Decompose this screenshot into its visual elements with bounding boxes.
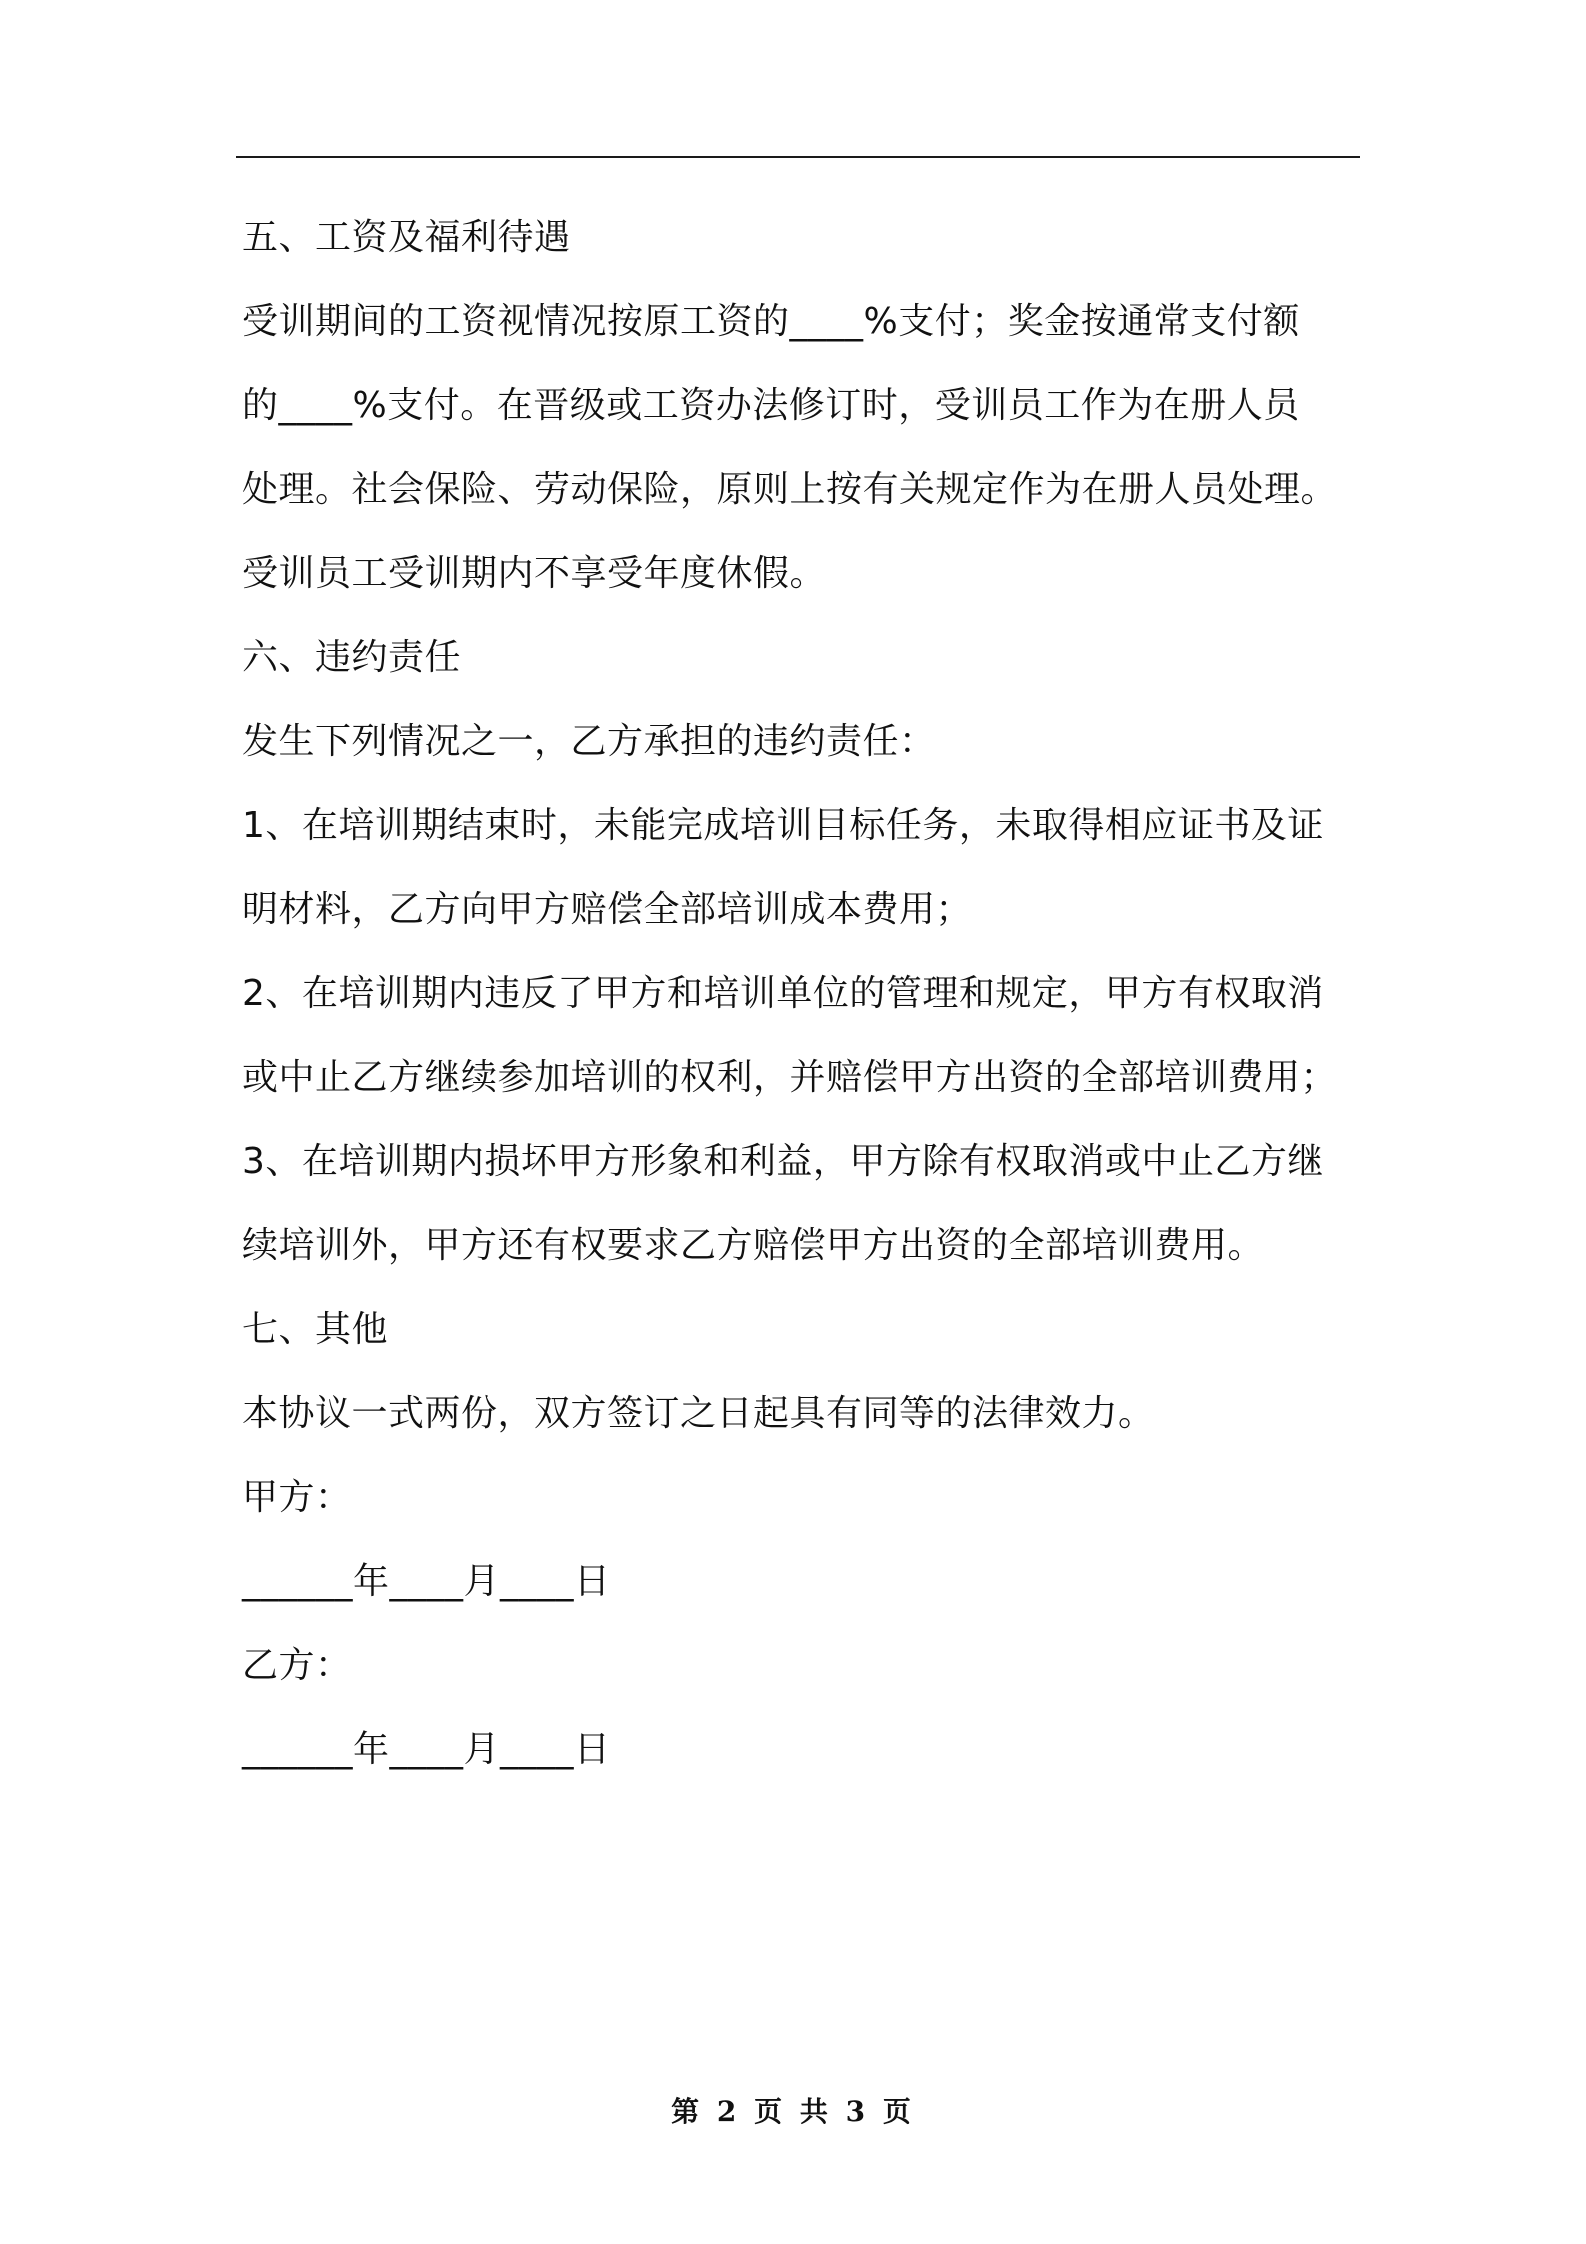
clause-1-line: 明材料，乙方向甲方赔偿全部培训成本费用； xyxy=(242,889,973,930)
clause-3-line: 3、在培训期内损坏甲方形象和利益，甲方除有权取消或中止乙方继 xyxy=(242,1141,1324,1182)
section-heading-liability: 六、违约责任 xyxy=(242,637,462,678)
paragraph-line: 受训员工受训期内不享受年度休假。 xyxy=(242,553,827,594)
party-a-date: ______年____月____日 xyxy=(242,1561,611,1602)
section-heading-wages: 五、工资及福利待遇 xyxy=(242,217,571,258)
document-body xyxy=(242,196,1362,1792)
clause-1-line: 1、在培训期结束时，未能完成培训目标任务，未取得相应证书及证 xyxy=(242,805,1324,846)
clause-2-line: 或中止乙方继续参加培训的权利，并赔偿甲方出资的全部培训费用； xyxy=(242,1057,1338,1098)
clause-3-line: 续培训外，甲方还有权要求乙方赔偿甲方出资的全部培训费用。 xyxy=(242,1225,1265,1266)
paragraph-line: 发生下列情况之一，乙方承担的违约责任： xyxy=(242,721,936,762)
paragraph-line: 受训期间的工资视情况按原工资的____%支付；奖金按通常支付额 xyxy=(242,301,1300,342)
paragraph-line: 处理。社会保险、劳动保险，原则上按有关规定作为在册人员处理。 xyxy=(242,469,1338,510)
party-b-date: ______年____月____日 xyxy=(242,1729,611,1770)
section-heading-other: 七、其他 xyxy=(242,1309,389,1350)
paragraph-line: 本协议一式两份，双方签订之日起具有同等的法律效力。 xyxy=(242,1393,1155,1434)
paragraph-line: 的____%支付。在晋级或工资办法修订时，受训员工作为在册人员 xyxy=(242,385,1300,426)
party-b-label: 乙方： xyxy=(242,1645,352,1686)
party-a-label: 甲方： xyxy=(242,1477,352,1518)
header-rule xyxy=(236,156,1360,158)
page-number: 第 2 页 共 3 页 xyxy=(671,2095,915,2128)
clause-2-line: 2、在培训期内违反了甲方和培训单位的管理和规定，甲方有权取消 xyxy=(242,973,1324,1014)
